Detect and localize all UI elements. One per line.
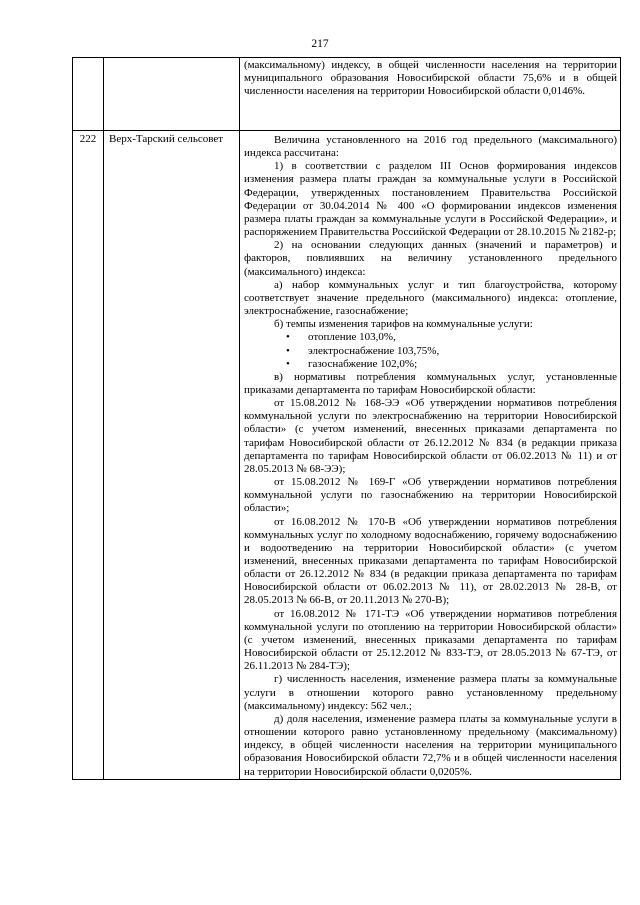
paragraph: от 15.08.2012 № 169-Г «Об утверждении нормативов потребления коммунальной услуги по газоснабжению на территории Новосибирской области»; [244,476,617,515]
table-row [73,131,621,780]
paragraph: 2) на основании следующих данных (значений и параметров) и факторов, повлиявших на величину установленного предельного (максимального) индекса: [244,239,617,278]
bullet-icon: • [286,357,290,370]
paragraph: 1) в соответствии с разделом III Основ формирования индексов изменения размера платы граждан за коммунальные услуги в Российской Федерации, утвержденных постановлением Правительства Российской Федерации от 30.04.2014 № 400 «О формировании индексов изменения размера платы граждан за коммунальные услуги в Российской Федерации», и распоряжением Правительства Российской Федерации от 28.10.2015 № 2182-р; [244,160,617,239]
municipality-name: Верх-Тарский сельсовет [109,133,224,145]
bullet-text: электроснабжение 103,75%, [308,344,440,357]
bullet-icon: • [286,331,290,344]
row-number-cell [73,58,104,131]
page-number: 217 [311,38,329,50]
row-number-cell [73,131,104,780]
row-number: 222 [79,133,97,145]
municipality-cell [104,131,240,780]
paragraph: Величина установленного на 2016 год предельного (максимального) индекса рассчитана: [244,134,617,160]
bullet-item [286,345,620,358]
paragraph: (максимальному) индексу, в общей численности населения на территории муниципального образования Новосибирской области 75,6% и в общей численности населения на территории Новосибирской области 0,0146%. [244,59,617,98]
paragraph: б) темпы изменения тарифов на коммунальные услуги: [274,318,533,331]
municipality-cell [104,58,240,131]
bullet-item [286,331,620,344]
paragraph: д) доля населения, изменение размера платы за коммунальные услуги в отношении которого равно установленному предельному (максимальному) индексу, в общей численности населения на территории муниципального образования Новосибирской области 72,7% и в общей численности населения на территории Новосибирской области 0,0205%. [244,712,617,778]
bullet-item [286,358,620,371]
paragraph: г) численность населения, изменение размера платы за коммунальные услуги в отношении которого равно установленному предельному (максимальному) индексу: 562 чел.; [244,673,617,712]
bullet-text: газоснабжение 102,0%; [308,357,418,370]
table-row [73,58,621,131]
description-cell [240,58,621,131]
description-cell [240,131,621,780]
row-number [73,58,103,60]
bullet-text: отопление 103,0%, [308,331,396,344]
paragraph: от 16.08.2012 № 170-В «Об утверждении нормативов потребления коммунальных услуг по холодному водоснабжению, горячему водоснабжению и водоотведению на территории Новосибирской области» (с учетом изменений, внесенных приказами департамента по тарифам Новосибирской области от 26.12.2012 № 834 (в редакции приказа департамента по тарифам Новосибирской области от 06.02.2013 № 11), от 28.02.2013 № 28-В, от 28.05.2013 № 66-В, от 20.11.2013 № 270-В); [244,515,617,607]
paragraph: в) нормативы потребления коммунальных услуг, установленные приказами департамента по тарифам Новосибирской области: [244,370,617,396]
paragraph: от 16.08.2012 № 171-ТЭ «Об утверждении нормативов потребления коммунальной услуги по отоплению на территории Новосибирской области» (с учетом изменений, внесенных приказами департамента по тарифам Новосибирской области от 25.12.2012 № 833-ТЭ, от 28.05.2013 № 67-ТЭ, от 26.11.2013 № 284-ТЭ); [244,607,617,673]
paragraph: от 15.08.2012 № 168-ЭЭ «Об утверждении нормативов потребления коммунальной услуги по электроснабжению на территории Новосибирской области» (с учетом изменений, внесенных приказами департамента по тарифам Новосибирской области от 26.12.2012 № 834 (в редакции приказа департамента по тарифам Новосибирской области от 06.02.2013 № 11) и от 28.05.2013 № 68-ЭЭ); [244,397,617,475]
document-table [72,57,621,780]
bullet-icon: • [286,344,290,357]
paragraph: а) набор коммунальных услуг и тип благоустройства, которому соответствует значение предельного (максимального) индекса: отопление, электроснабжение, газоснабжение; [244,278,617,318]
municipality-name [104,58,239,60]
